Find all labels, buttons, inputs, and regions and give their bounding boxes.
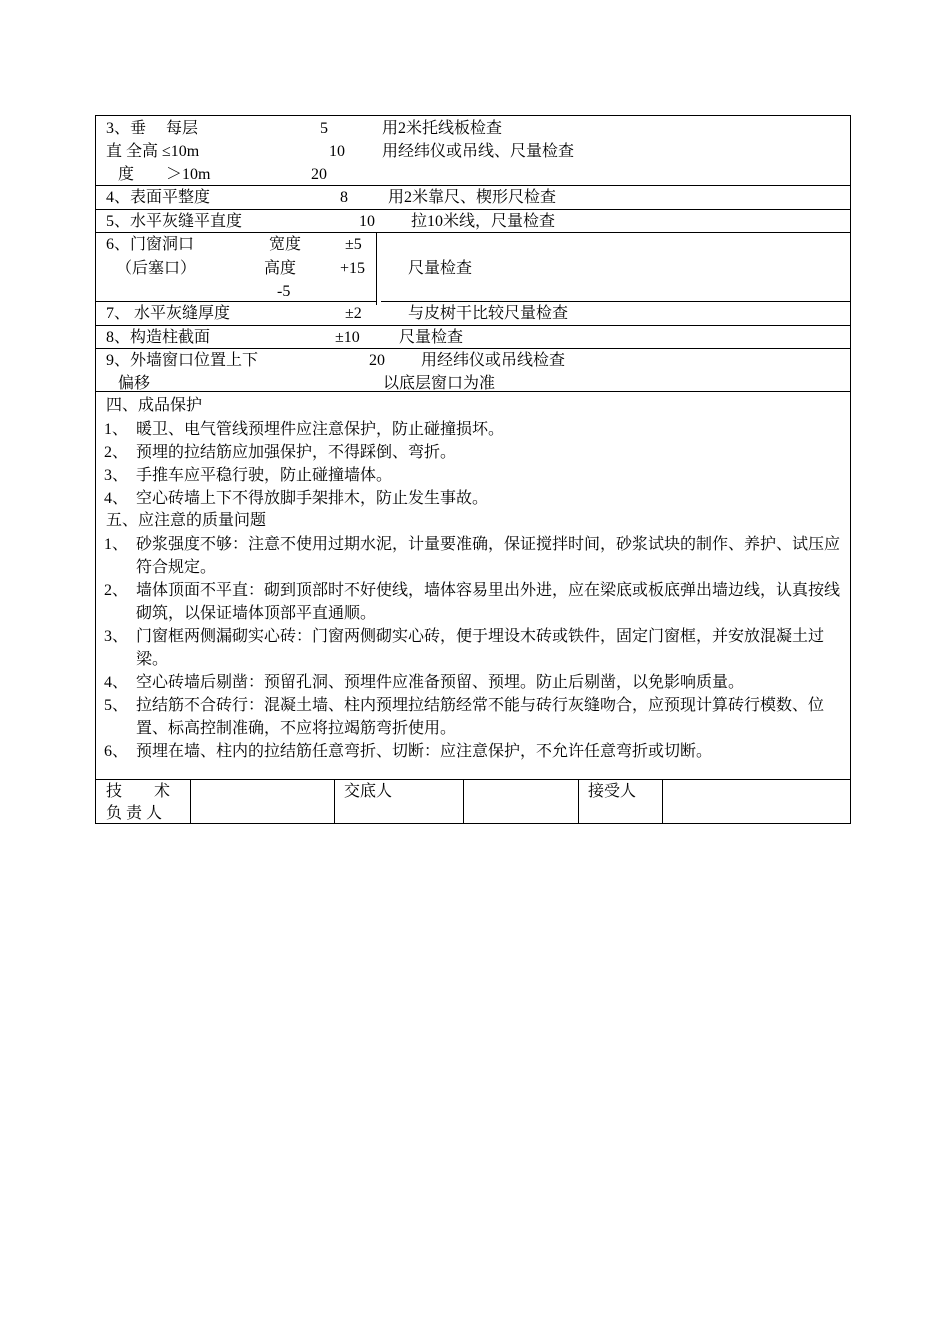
list-item-text: 空心砖墙上下不得放脚手架排木，防止发生事故。 [136,490,489,507]
row6-label: 6、门窗洞口 [106,236,195,253]
row5-method: 拉10米线，尺量检查 [411,213,556,230]
divider [96,185,850,186]
row3-method: 用2米托线板检查 [382,120,503,137]
list-item [104,671,844,694]
handover-label: 交底人 [344,783,393,800]
tech-lead-label-line2: 负 责 人 [106,805,163,822]
row9-method-line2: 以底层窗口为准 [383,375,496,392]
list-item-text: 预埋在墙、柱内的拉结筋任意弯折、切断：应注意保护，不允许任意弯折或切断。 [136,743,713,760]
divider [381,301,850,302]
list-item-number: 2、 [104,582,129,599]
list-item-number: 3、 [104,467,129,484]
list-item-text: 门窗框两侧漏砌实心砖：门窗两侧砌实心砖，便于埋设木砖或铁件，固定门窗框，并安放混凝土过梁。 [136,628,825,668]
row4-label: 4、表面平整度 [106,189,211,206]
row6-height-value: +15 [340,260,366,277]
row8-label: 8、构造柱截面 [106,329,211,346]
divider [190,779,191,824]
divider [578,779,579,824]
row6-label-line2: （后塞口） [116,260,197,277]
divider [463,779,464,824]
document-table [95,115,851,824]
row9-label-line2: 偏移 [118,375,151,392]
divider [376,233,377,305]
list-item [104,441,844,464]
receiver-label: 接受人 [588,783,637,800]
list-item-number: 6、 [104,743,129,760]
row3-value-line3: 20 [311,166,327,183]
list-item [104,418,844,441]
section4-heading: 四、成品保护 [106,397,203,414]
divider [96,301,376,302]
list-item-number: 2、 [104,444,129,461]
row3-label-line3: 度 ＞10m [118,166,211,183]
list-item [104,579,844,625]
list-item [104,533,844,579]
list-item [104,740,844,763]
row6-width-label: 宽度 [269,236,302,253]
row3-label-line2: 直 全高 ≤10m [106,143,200,160]
divider [96,232,850,233]
list-item-text: 手推车应平稳行驶，防止碰撞墙体。 [136,467,393,484]
list-item-number: 4、 [104,490,129,507]
divider [96,779,850,780]
row9-method: 用经纬仪或吊线检查 [421,352,566,369]
divider [96,391,850,392]
list-item-number: 5、 [104,697,129,714]
divider [334,779,335,824]
tech-lead-label: 技 术 [106,783,171,800]
row5-value: 10 [359,213,375,230]
section5-heading: 五、应注意的质量问题 [106,512,267,529]
row5-label: 5、水平灰缝平直度 [106,213,243,230]
divider [662,779,663,824]
row7-label: 7、 水平灰缝厚度 [106,305,231,322]
row3-method-line2: 用经纬仪或吊线、尺量检查 [382,143,575,160]
row7-method: 与皮树干比较尺量检查 [408,305,569,322]
row6-height-value-line2: -5 [277,283,291,300]
divider [96,325,850,326]
list-item-text: 暖卫、电气管线预埋件应注意保护，防止碰撞损坏。 [136,421,505,438]
list-item [104,464,844,487]
divider [96,348,850,349]
row9-label: 9、外墙窗口位置上下 [106,352,259,369]
row4-value: 8 [340,189,348,206]
list-item [104,694,844,740]
list-item-number: 1、 [104,536,129,553]
list-item-text: 砂浆强度不够：注意不使用过期水泥，计量要准确，保证搅拌时间，砂浆试块的制作、养护、试压应符合规定。 [136,536,841,576]
row3-value-line2: 10 [329,143,345,160]
row6-width-value: ±5 [345,236,362,253]
list-item-text: 墙体顶面不平直：砌到顶部时不好使线，墙体容易里出外进，应在梁底或板底弹出墙边线，认真按线砌筑，以保证墙体顶部平直通顺。 [136,582,841,622]
list-item-number: 4、 [104,674,129,691]
row3-value: 5 [320,120,328,137]
row7-value: ±2 [345,305,362,322]
row8-method: 尺量检查 [399,329,464,346]
list-item-text: 空心砖墙后剔凿：预留孔洞、预埋件应准备预留、预埋。防止后剔凿，以免影响质量。 [136,674,745,691]
row6-method: 尺量检查 [408,260,473,277]
row4-method: 用2米靠尺、楔形尺检查 [388,189,557,206]
row6-height-label: 高度 [264,260,297,277]
list-item [104,625,844,671]
row9-value: 20 [369,352,385,369]
list-item-number: 3、 [104,628,129,645]
list-item [104,487,844,510]
row8-value: ±10 [335,329,360,346]
list-item-text: 拉结筋不合砖行：混凝土墙、柱内预埋拉结筋经常不能与砖行灰缝吻合，应预现计算砖行模数、位置、标高控制准确，不应将拉竭筋弯折使用。 [136,697,825,737]
row3-label: 3、垂 每层 [106,120,199,137]
list-item-number: 1、 [104,421,129,438]
divider [96,209,850,210]
list-item-text: 预埋的拉结筋应加强保护，不得踩倒、弯折。 [136,444,457,461]
